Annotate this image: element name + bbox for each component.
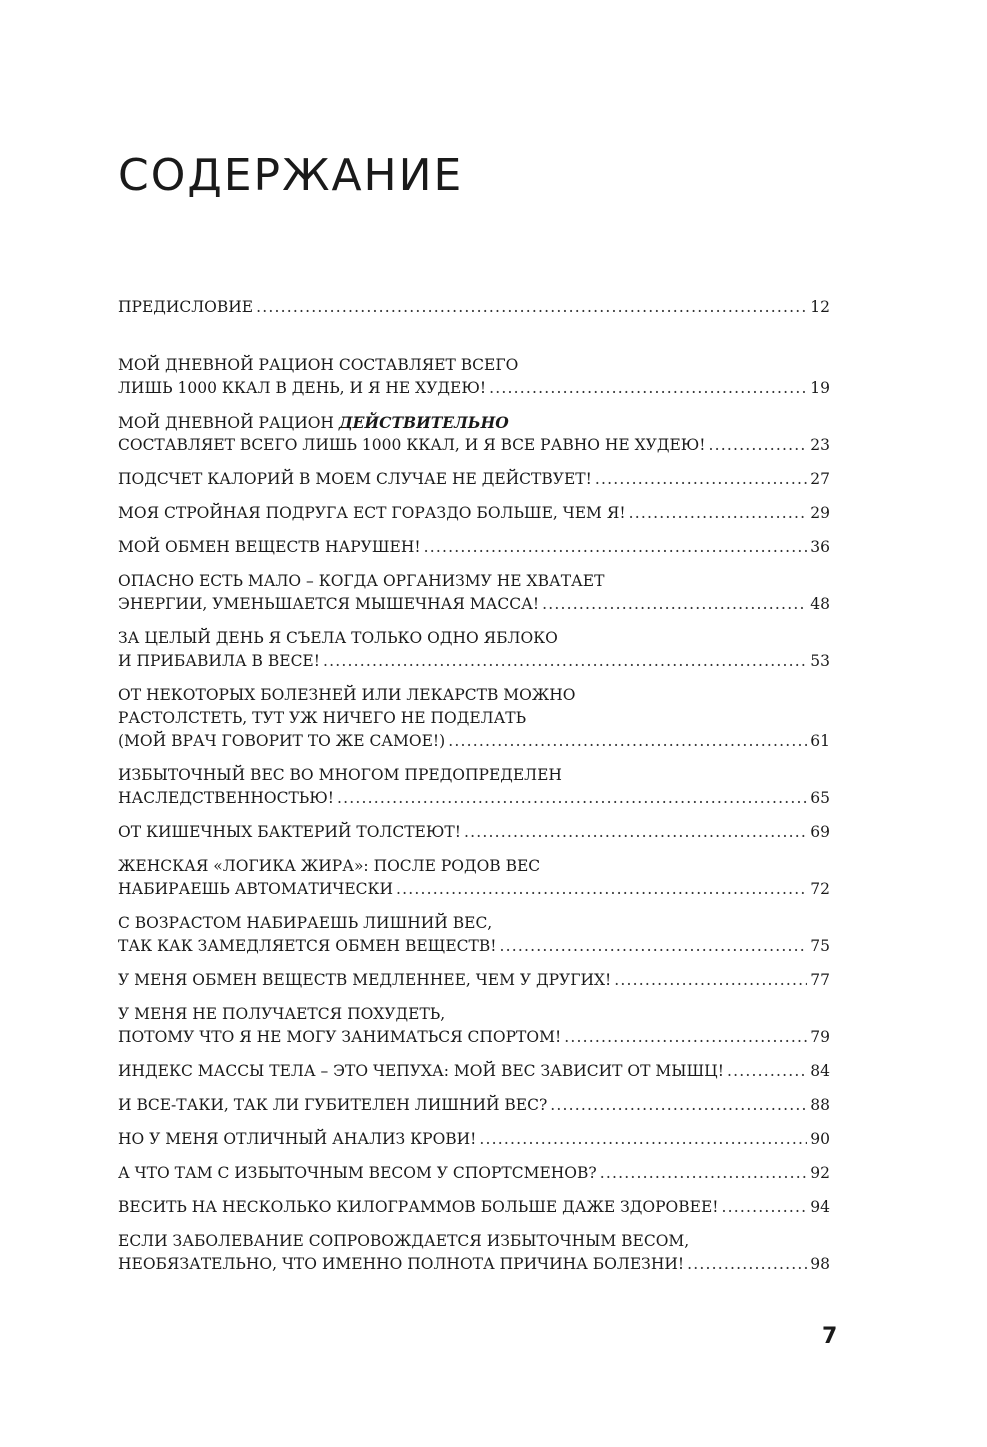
toc-page-number: 72 [810, 880, 830, 898]
toc-dot-leader [550, 1094, 807, 1117]
toc-entry-title: ЕСЛИ ЗАБОЛЕВАНИЕ СОПРОВОЖДАЕТСЯ ИЗБЫТОЧНЫМ ВЕСОМ, [118, 1232, 690, 1250]
toc-entry[interactable] [118, 296, 830, 319]
toc-entry-title: ПРЕДИСЛОВИЕ [118, 298, 254, 316]
toc-page-number: 88 [810, 1096, 830, 1114]
toc-entry[interactable] [118, 354, 830, 400]
toc-dot-leader [464, 821, 807, 844]
toc-entry-title: ОПАСНО ЕСТЬ МАЛО – КОГДА ОРГАНИЗМУ НЕ ХВАТАЕТ [118, 572, 605, 590]
toc-entry-title: ИЗБЫТОЧНЫЙ ВЕС ВО МНОГОМ ПРЕДОПРЕДЕЛЕН [118, 766, 562, 784]
toc-entry[interactable] [118, 969, 830, 992]
toc-dot-leader [256, 296, 807, 319]
toc-entry[interactable] [118, 1128, 830, 1151]
toc-entry-title: ВЕСИТЬ НА НЕСКОЛЬКО КИЛОГРАММОВ БОЛЬШЕ ДАЖЕ ЗДОРОВЕЕ! [118, 1198, 719, 1216]
toc-dot-leader [479, 1128, 807, 1151]
toc-dot-leader [721, 1196, 807, 1219]
toc-dot-leader [424, 536, 807, 559]
toc-entry-title: ЖЕНСКАЯ «ЛОГИКА ЖИРА»: ПОСЛЕ РОДОВ ВЕС [118, 857, 541, 875]
toc-entry[interactable] [118, 1230, 830, 1276]
toc-entry-title: МОЙ ДНЕВНОЙ РАЦИОН СОСТАВЛЯЕТ ВСЕГО [118, 356, 519, 374]
toc-entry-title: НО У МЕНЯ ОТЛИЧНЫЙ АНАЛИЗ КРОВИ! [118, 1130, 477, 1148]
toc-entry[interactable] [118, 1094, 830, 1117]
toc-entry-title: НАСЛЕДСТВЕННОСТЬЮ! [118, 789, 334, 807]
toc-page-number: 75 [810, 937, 830, 955]
toc-entry-title: МОЯ СТРОЙНАЯ ПОДРУГА ЕСТ ГОРАЗДО БОЛЬШЕ, ЧЕМ Я! [118, 504, 626, 522]
toc-page-number: 79 [810, 1028, 830, 1046]
toc-page-number: 77 [810, 971, 830, 989]
toc-dot-leader [727, 1060, 807, 1083]
toc-dot-leader [500, 935, 807, 958]
toc-dot-leader [709, 434, 807, 457]
toc-dot-leader [564, 1026, 807, 1049]
toc-dot-leader [396, 878, 807, 901]
toc-page-number: 19 [810, 379, 830, 397]
toc-entry[interactable] [118, 1003, 830, 1049]
toc-page-number: 53 [810, 652, 830, 670]
toc-entry-title: МОЙ ДНЕВНОЙ РАЦИОН [118, 414, 339, 432]
toc-entry-title: ЭНЕРГИИ, УМЕНЬШАЕТСЯ МЫШЕЧНАЯ МАССА! [118, 595, 540, 613]
toc-entry[interactable] [118, 536, 830, 559]
toc-entry-title: У МЕНЯ НЕ ПОЛУЧАЕТСЯ ПОХУДЕТЬ, [118, 1005, 446, 1023]
toc-entry-title: НЕОБЯЗАТЕЛЬНО, ЧТО ИМЕННО ПОЛНОТА ПРИЧИНА БОЛЕЗНИ! [118, 1255, 685, 1273]
toc-page-number: 48 [810, 595, 830, 613]
toc-entry-title: (МОЙ ВРАЧ ГОВОРИТ ТО ЖЕ САМОЕ!) [118, 732, 446, 750]
toc-page-number: 23 [810, 436, 830, 454]
toc-dot-leader [687, 1253, 807, 1276]
page-title: СОДЕРЖАНИЕ [118, 150, 464, 201]
toc-page-number: 94 [810, 1198, 830, 1216]
toc-entry-title: И ВСЕ-ТАКИ, ТАК ЛИ ГУБИТЕЛЕН ЛИШНИЙ ВЕС? [118, 1096, 548, 1114]
toc-entry[interactable] [118, 502, 830, 525]
toc-entry-title: СОСТАВЛЯЕТ ВСЕГО ЛИШЬ 1000 ККАЛ, И Я ВСЕ РАВНО НЕ ХУДЕЮ! [118, 436, 706, 454]
toc-entry-title: ТАК КАК ЗАМЕДЛЯЕТСЯ ОБМЕН ВЕЩЕСТВ! [118, 937, 497, 955]
toc-dot-leader [600, 1162, 807, 1185]
toc-entry-title: ИНДЕКС МАССЫ ТЕЛА – ЭТО ЧЕПУХА: МОЙ ВЕС ЗАВИСИТ ОТ МЫШЦ! [118, 1062, 724, 1080]
toc-dot-leader [448, 730, 807, 753]
toc-dot-leader [542, 593, 807, 616]
toc-page-number: 61 [810, 732, 830, 750]
toc-entry[interactable] [118, 627, 830, 673]
toc-entry[interactable] [118, 855, 830, 901]
toc-page-number: 27 [810, 470, 830, 488]
toc-entry[interactable] [118, 912, 830, 958]
toc-entry[interactable] [118, 1196, 830, 1219]
toc-dot-leader [614, 969, 807, 992]
toc-entry-title: У МЕНЯ ОБМЕН ВЕЩЕСТВ МЕДЛЕННЕЕ, ЧЕМ У ДРУГИХ! [118, 971, 612, 989]
toc-page-number: 12 [810, 298, 830, 316]
toc-entry-title: ПОДСЧЕТ КАЛОРИЙ В МОЕМ СЛУЧАЕ НЕ ДЕЙСТВУЕТ! [118, 470, 592, 488]
toc-entry[interactable] [118, 684, 830, 753]
toc-entry-title: ЗА ЦЕЛЫЙ ДЕНЬ Я СЪЕЛА ТОЛЬКО ОДНО ЯБЛОКО [118, 629, 558, 647]
toc-dot-leader [337, 787, 807, 810]
page-number: 7 [822, 1324, 838, 1349]
toc-page-number: 92 [810, 1164, 830, 1182]
toc-entry-title: ПОТОМУ ЧТО Я НЕ МОГУ ЗАНИМАТЬСЯ СПОРТОМ! [118, 1028, 562, 1046]
toc-entry-title: ЛИШЬ 1000 ККАЛ В ДЕНЬ, И Я НЕ ХУДЕЮ! [118, 379, 487, 397]
toc-entry-title: ОТ НЕКОТОРЫХ БОЛЕЗНЕЙ ИЛИ ЛЕКАРСТВ МОЖНО [118, 686, 576, 704]
toc-entry-title: НАБИРАЕШЬ АВТОМАТИЧЕСКИ [118, 880, 394, 898]
toc-dot-leader [489, 377, 807, 400]
toc-dot-leader [323, 650, 807, 673]
toc-page-number: 84 [810, 1062, 830, 1080]
toc-entry-title: МОЙ ОБМЕН ВЕЩЕСТВ НАРУШЕН! [118, 538, 421, 556]
toc-page-number: 98 [810, 1255, 830, 1273]
toc-entry-title: С ВОЗРАСТОМ НАБИРАЕШЬ ЛИШНИЙ ВЕС, [118, 914, 493, 932]
toc-entry-emphasis: ДЕЙСТВИТЕЛЬНО [338, 413, 509, 432]
toc-entry[interactable] [118, 570, 830, 616]
toc-entry[interactable] [118, 1162, 830, 1185]
toc-entry-title: ОТ КИШЕЧНЫХ БАКТЕРИЙ ТОЛСТЕЮТ! [118, 823, 461, 841]
toc-page-number: 65 [810, 789, 830, 807]
toc-entry-title: А ЧТО ТАМ С ИЗБЫТОЧНЫМ ВЕСОМ У СПОРТСМЕНОВ? [118, 1164, 597, 1182]
toc-entry-title: И ПРИБАВИЛА В ВЕСЕ! [118, 652, 320, 670]
toc-page-number: 29 [810, 504, 830, 522]
toc-dot-leader [629, 502, 807, 525]
toc-entry-title: РАСТОЛСТЕТЬ, ТУТ УЖ НИЧЕГО НЕ ПОДЕЛАТЬ [118, 709, 527, 727]
table-of-contents [118, 296, 830, 1287]
toc-page-number: 90 [810, 1130, 830, 1148]
toc-entry[interactable] [118, 821, 830, 844]
toc-entry[interactable] [118, 468, 830, 491]
toc-page-number: 36 [810, 538, 830, 556]
toc-dot-leader [595, 468, 807, 491]
toc-entry[interactable] [118, 764, 830, 810]
toc-entry[interactable] [118, 1060, 830, 1083]
toc-entry[interactable] [118, 411, 830, 457]
toc-page-number: 69 [810, 823, 830, 841]
